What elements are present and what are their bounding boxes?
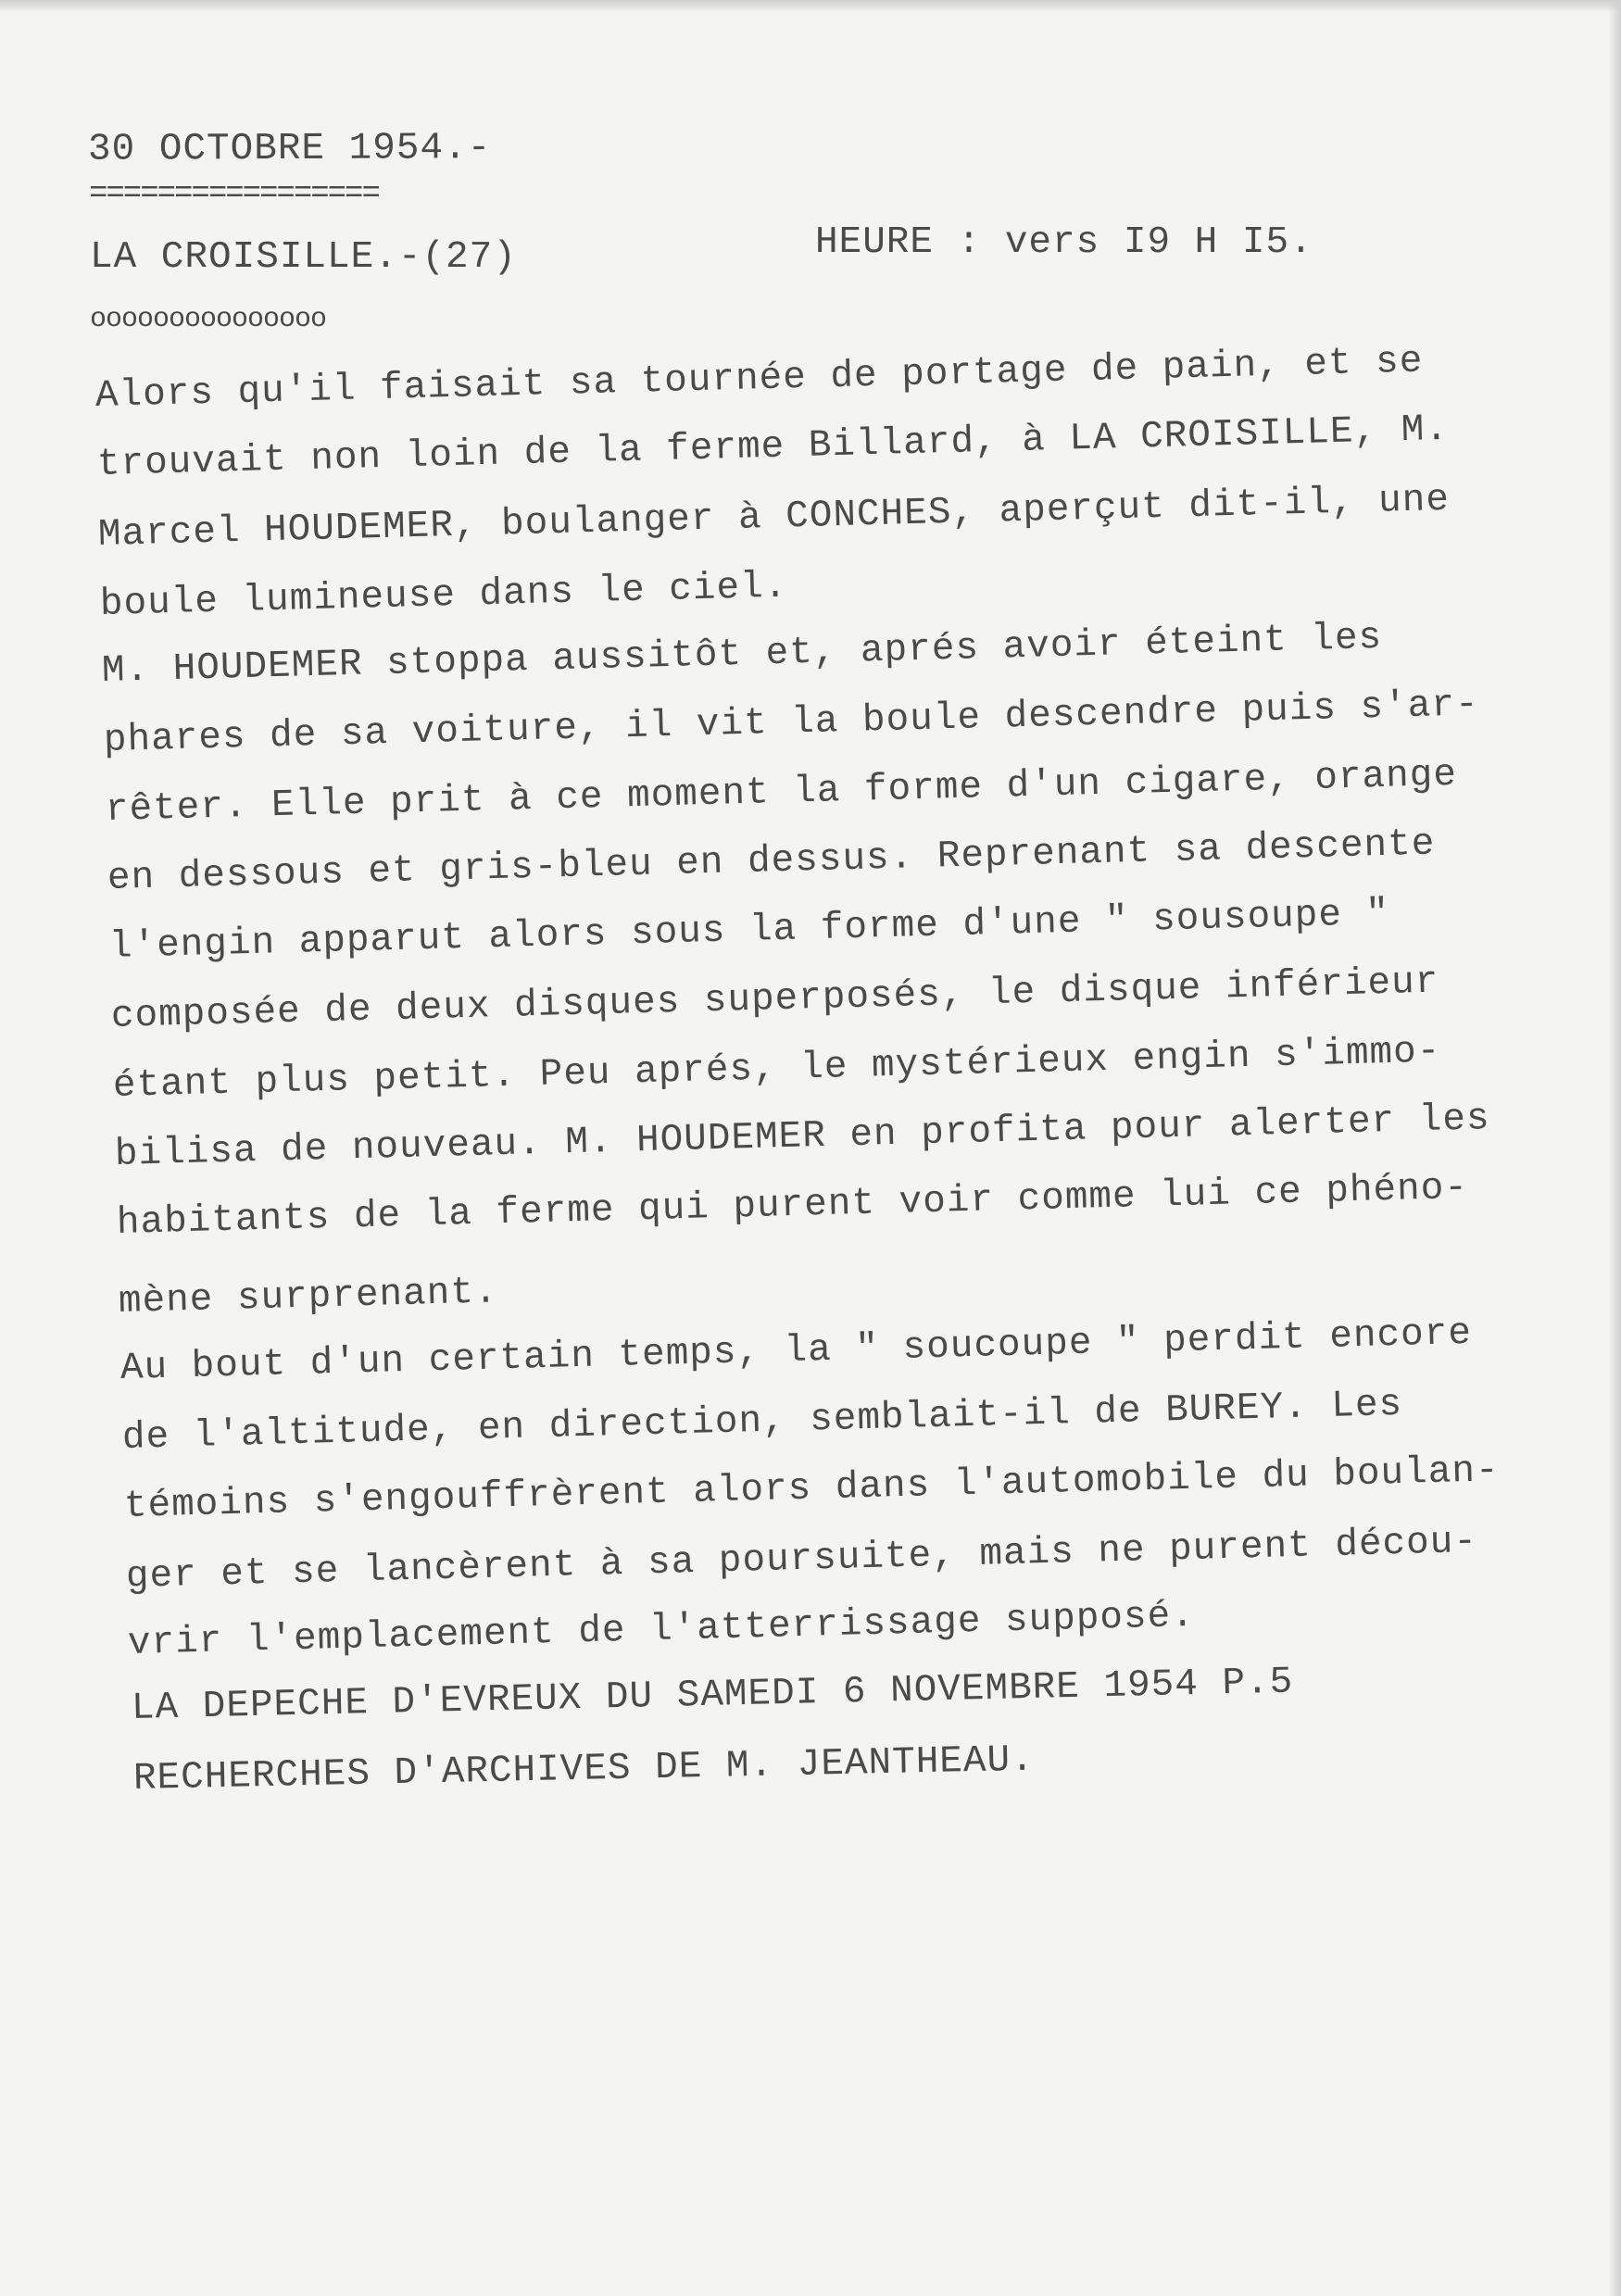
body-line: boule lumineuse dans le ciel.	[99, 565, 788, 626]
body-line: en dessous et gris-bleu en dessus. Reprenant sa descente	[107, 822, 1436, 900]
body-line: trouvait non loin de la ferme Billard, à LA CROISILLE, M.	[96, 408, 1450, 486]
body-line: composée de deux disques superposés, le disque inférieur	[110, 960, 1439, 1038]
time-heading: HEURE : vers I9 H I5.	[815, 221, 1313, 264]
body-line: Au bout d'un certain temps, la " soucoupe " perdit encore	[119, 1311, 1473, 1390]
body-line: phares de sa voiture, il vit la boule descendre puis s'ar-	[103, 684, 1480, 762]
body-line: Marcel HOUDEMER, boulanger à CONCHES, aperçut dit-il, une	[97, 478, 1451, 557]
body-line: l'engin apparut alors sous la forme d'une " sousoupe "	[108, 892, 1390, 969]
body-line: de l'altitude, en direction, semblait-il de BUREY. Les	[121, 1383, 1403, 1460]
body-line: mène surprenant.	[118, 1271, 499, 1324]
body-line: bilisa de nouveau. M. HOUDEMER en profita pour alerter les	[114, 1098, 1491, 1176]
body-line: vrir l'emplacement de l'atterrissage supposé.	[127, 1594, 1196, 1665]
body-line: M. HOUDEMER stoppa aussitôt et, aprés avoir éteint les	[101, 616, 1383, 693]
body-line: témoins s'engouffrèrent alors dans l'automobile du boulan-	[123, 1449, 1501, 1528]
source-citation: LA DEPECHE D'EVREUX DU SAMEDI 6 NOVEMBRE 1954 P.5	[131, 1661, 1294, 1730]
date-line: 30 OCTOBRE 1954.-	[87, 127, 492, 171]
date-underline: =================	[89, 177, 379, 212]
page-right-edge	[1608, 0, 1621, 2296]
body-line: habitants de la ferme qui purent voir comme lui ce phéno-	[116, 1166, 1469, 1245]
page-top-edge	[0, 0, 1621, 13]
archive-credit: RECHERCHES D'ARCHIVES DE M. JEANTHEAU.	[132, 1738, 1036, 1800]
body-line: étant plus petit. Peu aprés, le mystérieux engin s'immo-	[112, 1030, 1441, 1108]
body-line: ger et se lancèrent à sa poursuite, mais ne purent décou-	[125, 1520, 1478, 1599]
body-line: Alors qu'il faisait sa tournée de portage de pain, et se	[94, 340, 1424, 418]
body-line: rêter. Elle prit à ce moment la forme d'un cigare, orange	[105, 753, 1458, 832]
place-heading: LA CROISILLE.-(27)	[90, 236, 517, 279]
place-underline: ooooooooooooooo	[90, 304, 327, 335]
